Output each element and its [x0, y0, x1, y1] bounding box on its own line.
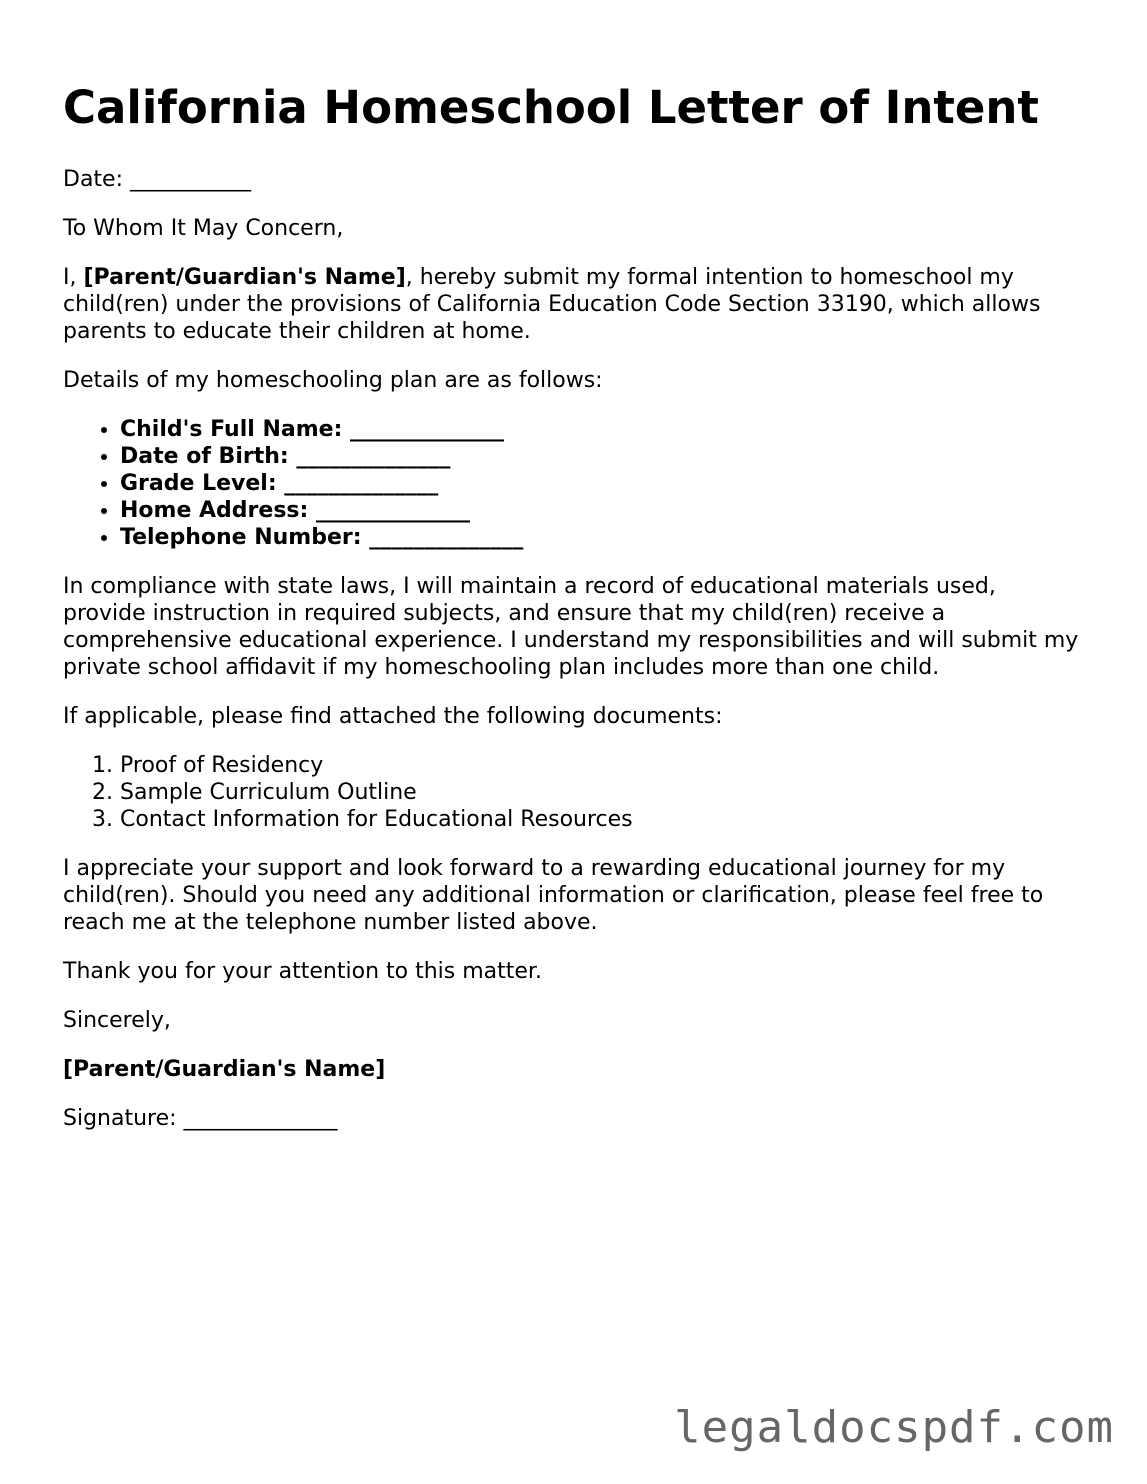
- closing-line: Sincerely,: [63, 1008, 171, 1033]
- salutation: To Whom It May Concern,: [63, 216, 344, 241]
- intro-prefix: I,: [63, 265, 84, 290]
- parent-name-placeholder: [Parent/Guardian's Name]: [83, 265, 406, 290]
- list-item-attachment: 2. Sample Curriculum Outline: [120, 779, 1083, 806]
- list-item-date-of-birth: • Date of Birth: ______________: [120, 443, 1083, 470]
- signature-line: Signature: ______________: [63, 1106, 338, 1131]
- thanks-line: Thank you for your attention to this matter.: [63, 959, 542, 984]
- watermark: legaldocspdf.com: [674, 1402, 1114, 1453]
- signer-name-text: [Parent/Guardian's Name]: [63, 1057, 386, 1082]
- list-item-child-name: • Child's Full Name: ______________: [120, 416, 1083, 443]
- list-item-attachment: 1. Proof of Residency: [120, 752, 1083, 779]
- page-title: California Homeschool Letter of Intent: [63, 81, 1039, 134]
- date-line: Date: ___________: [63, 167, 251, 192]
- letter-page: [63, 80, 1083, 1154]
- list-item-home-address: • Home Address: ______________: [120, 497, 1083, 524]
- list-item-grade-level: • Grade Level: ______________: [120, 470, 1083, 497]
- list-item-attachment: 3. Contact Information for Educational Resources: [120, 806, 1083, 833]
- attachments-intro: If applicable, please find attached the following documents:: [63, 704, 723, 729]
- compliance-paragraph: In compliance with state laws, I will maintain a record of educational materials used, provide instruction in required subjects, and ensure that my child(ren) receive a comprehensive educational experience. I understand my responsibilities and will submit my private school affidavit if my homeschooling plan includes more than one child.: [63, 574, 1079, 680]
- intro-paragraph: [63, 264, 1083, 345]
- attachments-list: [63, 752, 1083, 833]
- signer-name: [63, 1056, 1083, 1083]
- intro-rest: , hereby submit my formal intention to homeschool my child(ren) under the provisions of California Education Code Section 33190, which allows parents to educate their children at home.: [63, 265, 1041, 344]
- appreciation-paragraph: I appreciate your support and look forward to a rewarding educational journey for my child(ren). Should you need any additional information or clarification, please feel free to reach me at the telephone number listed above.: [63, 856, 1044, 935]
- details-intro: Details of my homeschooling plan are as follows:: [63, 368, 603, 393]
- details-list: [63, 416, 1083, 551]
- list-item-telephone: • Telephone Number: ______________: [120, 524, 1083, 551]
